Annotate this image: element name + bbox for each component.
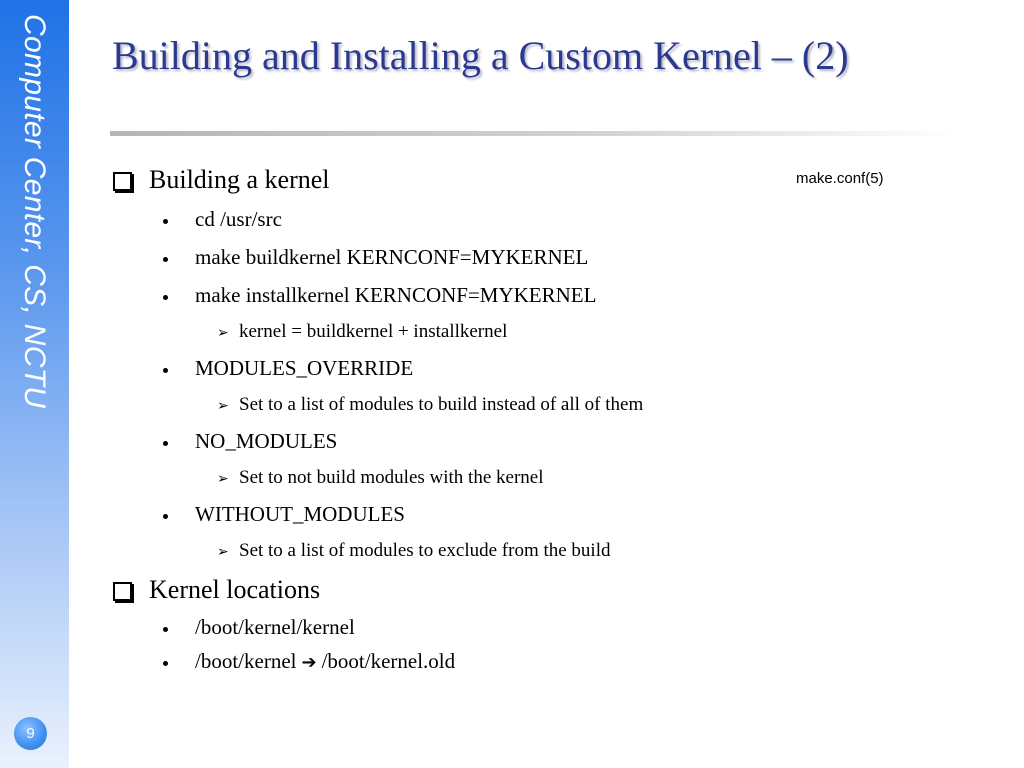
- section-heading-locations: Kernel locations: [149, 575, 321, 604]
- checkbox-bullet-icon: [113, 582, 132, 601]
- title-divider: [110, 131, 955, 136]
- list-item: /boot/kernel/kernel: [195, 615, 355, 639]
- bullet-icon: [163, 661, 168, 666]
- bullet-icon: [163, 219, 168, 224]
- reference-note: make.conf(5): [796, 170, 884, 187]
- arrow-bullet-icon: ➢: [217, 398, 229, 414]
- list-item: make buildkernel KERNCONF=MYKERNEL: [195, 245, 589, 269]
- slide-title: Building and Installing a Custom Kernel – (2): [112, 33, 849, 78]
- page-number-badge: 9: [14, 717, 47, 750]
- bullet-icon: [163, 514, 168, 519]
- sub-list-item: kernel = buildkernel + installkernel: [239, 321, 508, 342]
- list-item-move: [195, 649, 455, 674]
- arrow-bullet-icon: ➢: [217, 325, 229, 341]
- checkbox-bullet-icon: [113, 172, 132, 191]
- bullet-icon: [163, 368, 168, 373]
- bullet-icon: [163, 295, 168, 300]
- bullet-icon: [163, 257, 168, 262]
- move-target: /boot/kernel.old: [321, 649, 456, 673]
- right-arrow-icon: ➔: [301, 652, 317, 673]
- bullet-icon: [163, 441, 168, 446]
- sidebar-band: [0, 0, 69, 768]
- list-item: NO_MODULES: [195, 429, 338, 453]
- section-heading-building: Building a kernel: [149, 165, 330, 194]
- sub-list-item: Set to not build modules with the kernel: [239, 467, 544, 488]
- list-item: WITHOUT_MODULES: [195, 502, 405, 526]
- bullet-icon: [163, 627, 168, 632]
- sub-list-item: Set to a list of modules to exclude from the build: [239, 540, 611, 561]
- arrow-bullet-icon: ➢: [217, 544, 229, 560]
- list-item: make installkernel KERNCONF=MYKERNEL: [195, 283, 597, 307]
- sidebar-label: Computer Center, CS, NCTU: [18, 14, 51, 409]
- arrow-bullet-icon: ➢: [217, 471, 229, 487]
- move-source: /boot/kernel: [195, 649, 297, 673]
- sub-list-item: Set to a list of modules to build instead of all of them: [239, 394, 644, 415]
- list-item: cd /usr/src: [195, 207, 282, 231]
- list-item: MODULES_OVERRIDE: [195, 356, 414, 380]
